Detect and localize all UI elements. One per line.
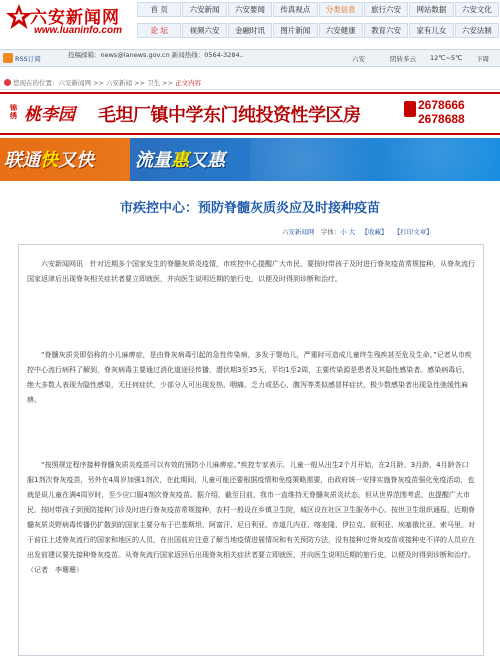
nav-item-family[interactable]: 家有儿女 — [409, 23, 453, 38]
nav-item-luan-news[interactable]: 六安新闻 — [182, 2, 226, 17]
ad-banner-unicom[interactable] — [0, 138, 500, 181]
nav-item-legal[interactable]: 六安法制 — [455, 23, 499, 38]
ad-flow-c: 又惠 — [189, 150, 225, 171]
article-title: 市疾控中心：预防脊髓灰质炎应及时接种疫苗 — [119, 201, 380, 216]
ad-unicom-a: 联通 — [4, 150, 40, 171]
nav-item-health[interactable]: 六安健康 — [319, 23, 363, 38]
ad-phone — [418, 98, 465, 126]
ad-unicom-b: 快 — [40, 150, 58, 171]
article-body — [18, 244, 484, 656]
ad-headline: 毛坦厂镇中学东门纯投资性学区房 — [98, 105, 361, 126]
ad-decoration — [250, 138, 500, 181]
site-header — [0, 0, 500, 48]
phone-icon — [404, 101, 416, 117]
breadcrumb-item-health[interactable]: 卫生 — [147, 79, 161, 87]
breadcrumb-item-current: 正文内容 — [175, 79, 202, 87]
breadcrumb-separator: >> — [91, 79, 107, 87]
ad-flow-b: 惠 — [171, 150, 189, 171]
print-button[interactable]: 【打印文章】 — [393, 228, 433, 236]
nav-item-photo-news[interactable]: 图片新闻 — [273, 23, 317, 38]
breadcrumb-item-news[interactable]: 六安新闻 — [106, 79, 133, 87]
article-paragraph: 六安新闻网讯 针对近期多个国家发生的脊髓灰质炎疫情，市疾控中心提醒广大市民，要按时带孩子及时进行脊灰疫苗常规接种，从脊灰流行国家返津后出现脊灰相关症状者要立即就医，并向医生说明近期的旅行史，以便及时得到诊断和治疗。 — [27, 260, 475, 283]
nav-item-education[interactable]: 教育六安 — [364, 23, 408, 38]
breadcrumb — [4, 78, 201, 87]
nav-item-luan-headlines[interactable]: 六安要闻 — [228, 2, 272, 17]
ad-banner-realestate[interactable] — [0, 92, 500, 135]
breadcrumb-separator: >> — [160, 79, 176, 87]
nav-row-2 — [137, 23, 500, 40]
nav-item-home[interactable]: 首 页 — [137, 2, 181, 17]
logo-title: 六安新闻网 — [30, 8, 120, 28]
font-big-button[interactable]: 大 — [348, 228, 356, 236]
ad-brand-name: 桃李园 — [24, 105, 75, 125]
nav-item-video[interactable]: 视频六安 — [182, 23, 226, 38]
breadcrumb-bar — [0, 76, 500, 90]
ad-unicom-c: 又快 — [58, 150, 94, 171]
weather-desc: 阴转多云 — [390, 55, 416, 63]
weather-day: 下周 — [476, 55, 489, 63]
weather-city: 六安 — [352, 55, 365, 63]
nav-item-classified[interactable]: 分类信息 — [319, 2, 363, 17]
ad-brand-small: 锦绣 — [10, 104, 17, 120]
breadcrumb-separator: >> — [132, 79, 148, 87]
rss-icon — [3, 53, 13, 63]
ad-flow-a: 流量 — [135, 150, 171, 171]
nav-item-forum[interactable]: 论 坛 — [137, 23, 181, 38]
collect-button[interactable]: 【收藏】 — [361, 228, 388, 236]
nav-item-finance[interactable]: 金融时讯 — [228, 23, 272, 38]
article-source[interactable]: 六安新闻网 — [282, 228, 315, 236]
breadcrumb-prefix: 您现在的位置： — [13, 79, 59, 87]
font-small-button[interactable]: 小 — [340, 228, 347, 236]
weather-temp: 12℃~5℃ — [430, 54, 463, 62]
ad-flow-slogan — [135, 146, 225, 172]
main-nav — [137, 2, 500, 44]
contact-line-1: 投稿邮箱：news@lanews.gov.cn 新闻热线：0564-3284.. — [68, 51, 244, 59]
breadcrumb-item-home[interactable]: 六安新闻网 — [58, 79, 91, 87]
info-bar — [0, 49, 500, 67]
location-pin-icon — [4, 79, 11, 86]
nav-item-fax-view[interactable]: 传真视点 — [273, 2, 317, 17]
nav-item-culture[interactable]: 六安文化 — [455, 2, 499, 17]
logo-url: www.luaninfo.com — [34, 25, 122, 36]
article-paragraph: “脊髓灰质炎即俗称的小儿麻痹症，是由脊灰病毒引起的急性传染病，多发于婴幼儿，严重时可造成儿童终生残疾甚至危及生命。”记者从市疾控中心流行病科了解到，脊灰病毒主要通过消化道途径传播，潜伏期3至35天，平均1至2周，主要传染源是患者及其隐性感染者。感染病毒后，绝大多数人表现为隐性感染，无任何症状，少部分人可出现发热、咽痛、乏力或恶心、腹泻等类似感冒样症状，极少数感染者出现急性弛缓性麻痹。 — [27, 351, 472, 404]
ad-phone-2: 2678688 — [418, 112, 465, 126]
ad-unicom-slogan — [4, 146, 94, 172]
contact-info — [68, 52, 244, 59]
article-meta — [282, 227, 433, 236]
site-logo[interactable] — [0, 0, 130, 48]
nav-row-1 — [137, 2, 500, 19]
rss-subscribe[interactable] — [3, 53, 41, 63]
rss-label: RSS订阅 — [15, 54, 41, 63]
nav-item-travel[interactable]: 旅行六安 — [364, 2, 408, 17]
font-size-label: 字体： — [320, 228, 341, 236]
article-paragraph: “按照规定程序接种脊髓灰质炎疫苗可以有效的预防小儿麻痹症。”疾控专家表示，儿童一般从出生2个月开始，在2月龄、3月龄、4月龄各口服1剂次脊灰疫苗，另外在4周岁加强1剂次，在此期间，儿童可能还要根据疫情和免疫策略需要，由政府统一安排实施脊灰疫苗强化免疫活动，也就是说儿童在满4周岁时，至少应口服4剂次脊灰疫苗。据介绍，截至目前，我市一直维持无脊髓灰质炎状态，但从世界范围考虑，也提醒广大市民，按时带孩子到预防接种门诊及时进行脊灰疫苗常规接种，农村一般设在乡镇卫生院，城区设在社区卫生服务中心。按世卫生组织通报，近期脊髓灰质炎野病毒传播仍扩散到的国家主要分布于巴基斯坦、阿富汗、尼日利亚、赤道几内亚、喀麦隆、伊拉克、叙利亚、埃塞俄比亚、索马里。对于前往上述脊灰流行的国家和地区的人员，在出国前应注意了解当地疫情进展情况和有关预防方法，没有接种过脊灰疫苗或接种史不详的人员应在出发前建议要先接种脊灰疫苗。从脊灰流行国家返回后出现脊灰相关症状者要立即就医，并向医生说明近期的旅行史，以便及时得到诊断和治疗。（记者 李珊珊） — [27, 461, 475, 574]
ad-phone-1: 2678666 — [418, 98, 465, 112]
nav-item-site-data[interactable]: 网站数据 — [409, 2, 453, 17]
